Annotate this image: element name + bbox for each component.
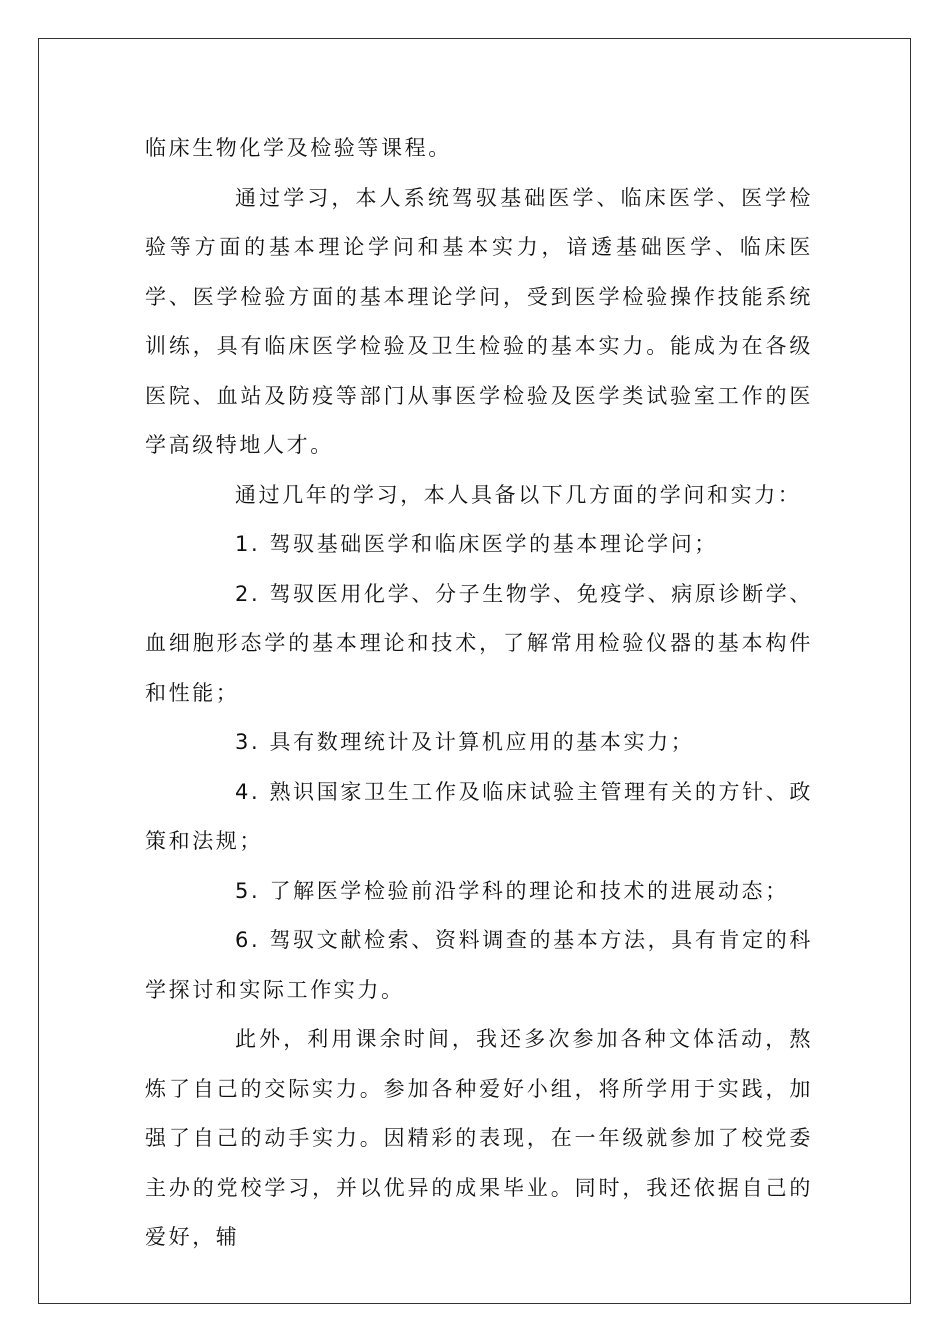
list-item-3: 3. 具有数理统计及计算机应用的基本实力；: [235, 730, 695, 754]
list-item-6: 6. 驾驭文献检索、资料调查的基本方法，具有肯定的科学探讨和实际工作实力。: [145, 928, 813, 1002]
list-item-4: 4. 熟识国家卫生工作及临床试验主管理有关的方针、政策和法规；: [145, 779, 813, 853]
list-item-5: 5. 了解医学检验前沿学科的理论和技术的进展动态；: [235, 878, 789, 903]
paragraph-study-summary: 通过学习，本人系统驾驭基础医学、临床医学、医学检验等方面的基本理论学问和基本实力，谙透基础医学、临床医学、医学检验方面的基本理论学问，受到医学检验操作技能系统训练，具有临床医学检验及卫生检验的基本实力。能成为在各级医院、血站及防疫等部门从事医学检验及医学类试验室工作的医学高级特地人才。: [145, 185, 813, 457]
document-body: [145, 124, 813, 1263]
list-item-2: 2. 驾驭医用化学、分子生物学、免疫学、病原诊断学、血细胞形态学的基本理论和技术，了解常用检验仪器的基本构件和性能；: [145, 581, 813, 705]
list-item-1: 1. 驾驭基础医学和临床医学的基本理论学问；: [235, 532, 718, 556]
paragraph-extracurricular: 此外，利用课余时间，我还多次参加各种文体活动，熬炼了自己的交际实力。参加各种爱好小组，将所学用于实践，加强了自己的动手实力。因精彩的表现，在一年级就参加了校党委主办的党校学习，并以优异的成果毕业。同时，我还依据自己的爱好，辅: [145, 1027, 813, 1249]
paragraph-course-continuation: 临床生物化学及检验等课程。: [145, 136, 452, 160]
paragraph-abilities-intro: 通过几年的学习，本人具备以下几方面的学问和实力：: [235, 482, 802, 507]
